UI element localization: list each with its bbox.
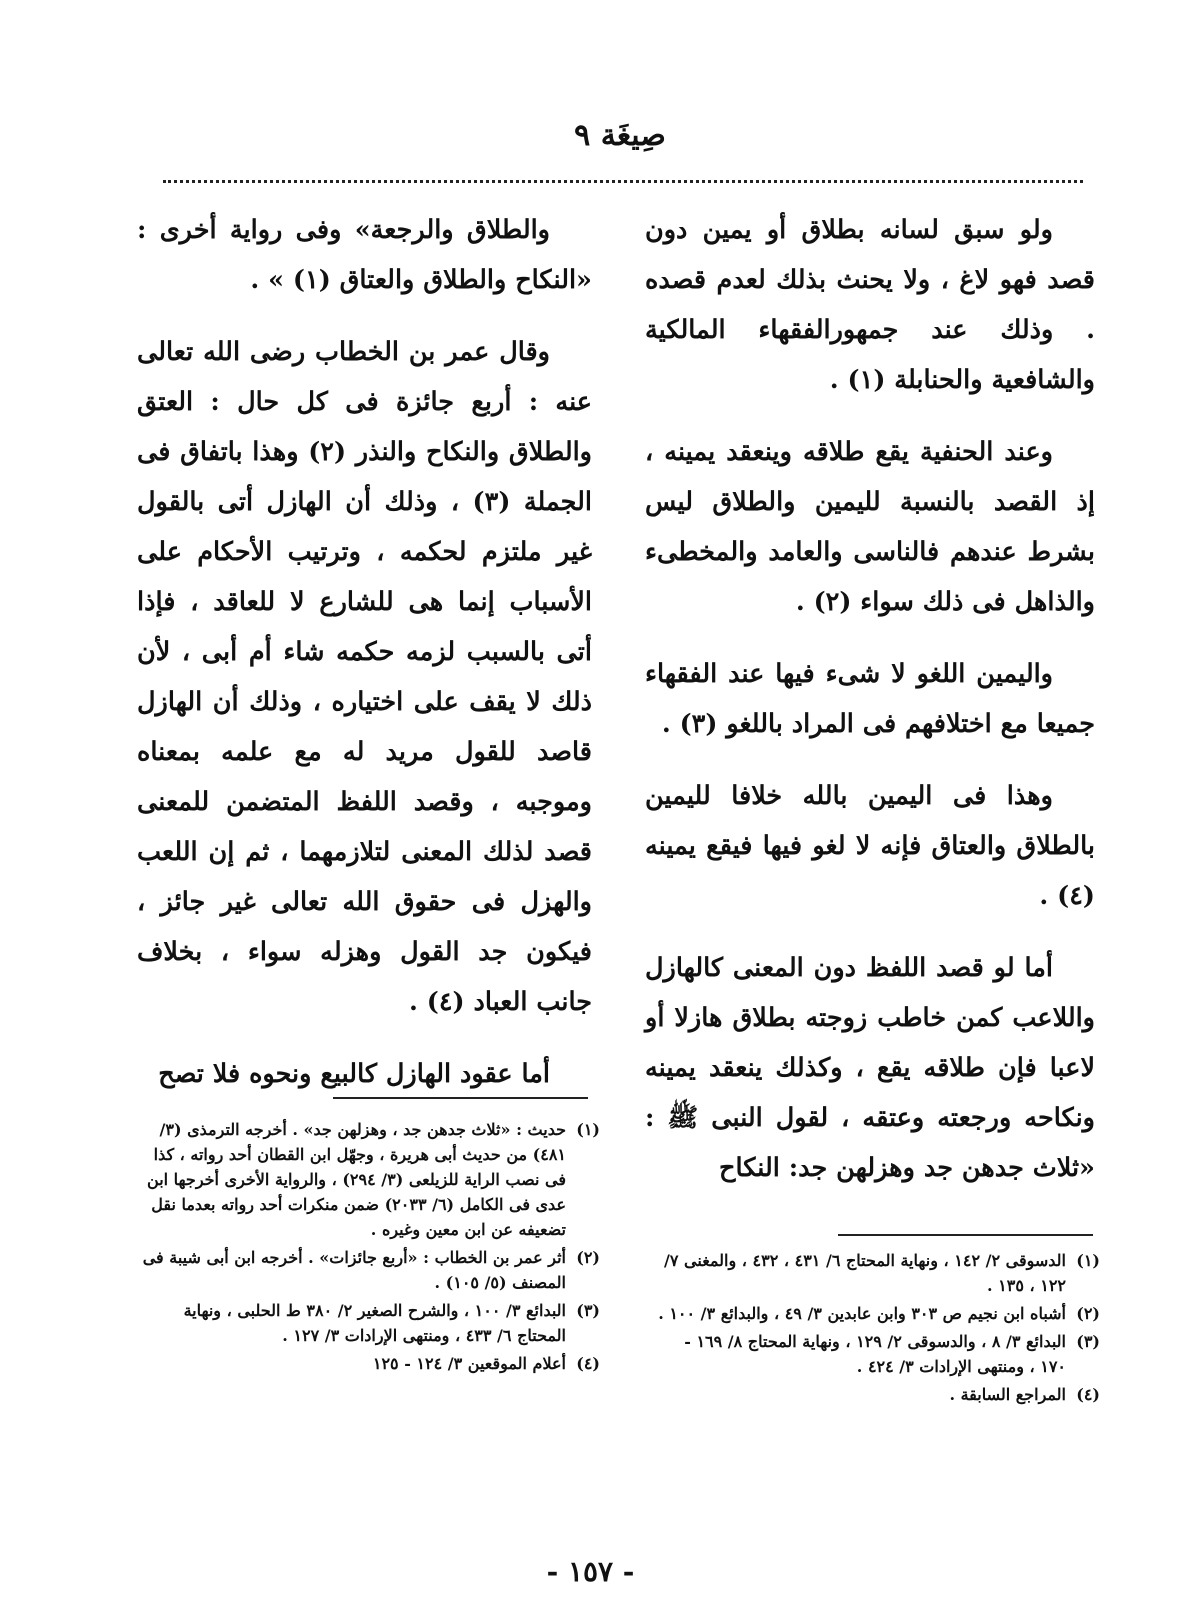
footnote-number: (٤) (1076, 1385, 1100, 1404)
footnote (140, 1351, 600, 1376)
footnote-number: (١) (1076, 1251, 1100, 1270)
footnote-text: الدسوقى ٢/ ١٤٢ ، ونهاية المحتاج ٦/ ٤٣١ ، ٤٣٢ ، والمغنى ٧/ ١٢٢ ، ١٣٥ . (664, 1251, 1066, 1295)
footnote-text: أثر عمر بن الخطاب : «أربع جائزات» . أخرجه ابن أبى شيبة فى المصنف (٥/ ١٠٥) . (142, 1248, 566, 1292)
paragraph: واليمين اللغو لا شىء فيها عند الفقهاء جميعا مع اختلافهم فى المراد باللغو (٣) . (645, 659, 1095, 739)
footnote-text: المراجع السابقة . (949, 1385, 1066, 1404)
paragraph: ولو سبق لسانه بطلاق أو يمين دون قصد فهو لاغ ، ولا يحنث بذلك لعدم قصده . وذلك عند جمهورالفقهاء المالكية والشافعية والحنابلة (١) . (645, 215, 1095, 395)
right-column (645, 205, 1095, 1193)
footnote-divider (333, 1097, 588, 1099)
footnote (140, 1245, 600, 1295)
page-title: صِيغَة ٩ (574, 118, 666, 153)
paragraph: أما لو قصد اللفظ دون المعنى كالهازل واللاعب كمن خاطب زوجته بطلاق هازلا أو لاعبا فإن طلاقه يقع ، وكذلك ينعقد يمينه ونكاحه ورجعته وعتقه ، لقول النبى ﷺ : «ثلاث جدهن جد وهزلهن جد: النكاح (645, 953, 1095, 1183)
footnote (655, 1329, 1100, 1379)
paragraph: والطلاق والرجعة» وفى رواية أخرى : «النكاح والطلاق والعتاق (١) » . (137, 215, 592, 295)
footnote-text: البدائع ٣/ ٨ ، والدسوقى ٢/ ١٢٩ ، ونهاية المحتاج ٨/ ١٦٩ - ١٧٠ ، ومنتهى الإرادات ٣/ ٤٢٤ . (684, 1332, 1066, 1376)
footnote-number: (٣) (1076, 1332, 1100, 1351)
footnote-text: البدائع ٣/ ١٠٠ ، والشرح الصغير ٢/ ٣٨٠ ط الحلبى ، ونهاية المحتاج ٦/ ٤٣٣ ، ومنتهى الإرادات ٣/ ١٢٧ . (183, 1301, 566, 1345)
footnote-divider (838, 1234, 1093, 1236)
footnote-text: أشباه ابن نجيم ص ٣٠٣ وابن عابدين ٣/ ٤٩ ، والبدائع ٣/ ١٠٠ . (658, 1304, 1066, 1323)
footnote (655, 1382, 1100, 1407)
footnote-number: (٤) (576, 1354, 600, 1373)
footnote (140, 1298, 600, 1348)
footnote-number: (١) (576, 1120, 600, 1139)
footnote (140, 1117, 600, 1242)
footnote-text: أعلام الموقعين ٣/ ١٢٤ - ١٢٥ (372, 1354, 566, 1373)
paragraph: أما عقود الهازل كالبيع ونحوه فلا تصح (158, 1059, 550, 1089)
header-dotted-divider (163, 180, 1083, 183)
footnote (655, 1301, 1100, 1326)
paragraph: وقال عمر بن الخطاب رضى الله تعالى عنه : أربع جائزة فى كل حال : العتق والطلاق والنكاح والنذر (٢) وهذا باتفاق فى الجملة (٣) ، وذلك أن الهازل أتى بالقول غير ملتزم لحكمه ، وترتيب الأحكام على الأسباب إنما هى للشارع لا للعاقد ، فإذا أتى بالسبب لزمه حكمه شاء أم أبى ، لأن ذلك لا يقف على اختياره ، وذلك أن الهازل قاصد للقول مريد له مع علمه بمعناه وموجبه ، وقصد اللفظ المتضمن للمعنى قصد لذلك المعنى لتلازمهما ، ثم إن اللعب والهزل فى حقوق الله تعالى غير جائز ، فيكون جد القول وهزله سواء ، بخلاف جانب العباد (٤) . (137, 337, 592, 1017)
footnote-number: (٢) (576, 1248, 600, 1267)
footnotes-right (655, 1248, 1100, 1410)
footnote-number: (٣) (576, 1301, 600, 1320)
footnote-text: حديث : «ثلاث جدهن جد ، وهزلهن جد» . أخرجه الترمذى (٣/ ٤٨١) من حديث أبى هريرة ، وجهّل ابن القطان أحد رواته ، كذا فى نصب الراية للزيلعى (٣/ ٢٩٤) ، والرواية الأخرى أخرجها ابن عدى فى الكامل (٦/ ٢٠٣٣) ضمن منكرات أحد رواته بعدما نقل تضعيفه عن ابن معين وغيره . (147, 1120, 566, 1239)
left-column (137, 205, 592, 1099)
paragraph: وهذا فى اليمين بالله خلافا لليمين بالطلاق والعتاق فإنه لا لغو فيها فيقع يمينه (٤) . (645, 781, 1095, 911)
paragraph: وعند الحنفية يقع طلاقه وينعقد يمينه ، إذ القصد بالنسبة لليمين والطلاق ليس بشرط عندهم فالناسى والعامد والمخطىء والذاهل فى ذلك سواء (٢) . (645, 437, 1095, 617)
footnote-number: (٢) (1076, 1304, 1100, 1323)
page-number: - ١٥٧ - (546, 1555, 635, 1588)
page-header (160, 118, 1080, 153)
footnote (655, 1248, 1100, 1298)
footnotes-left (140, 1117, 600, 1379)
